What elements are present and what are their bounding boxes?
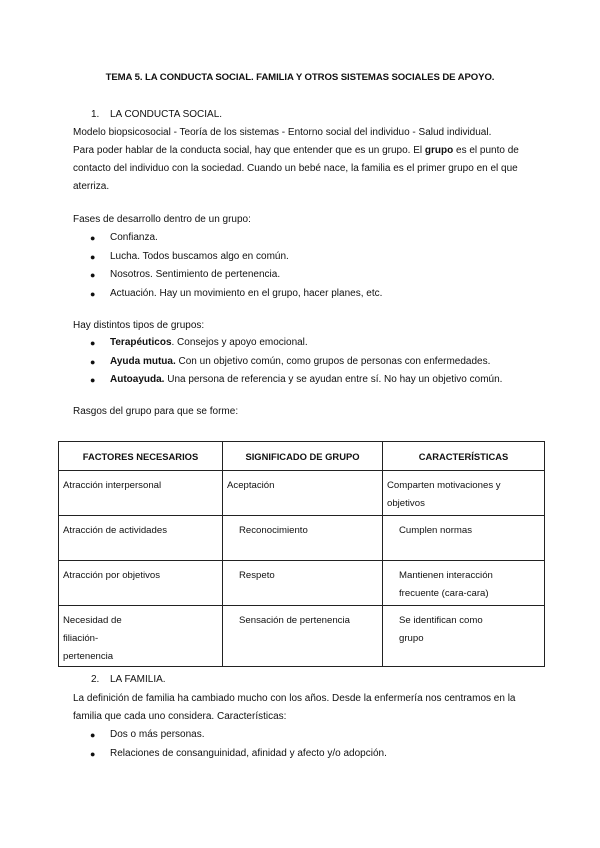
table-cell: Sensación de pertenencia [239, 615, 350, 626]
section1-number: 1. [91, 109, 100, 120]
table-cell: Atracción interpersonal [63, 480, 162, 491]
table-header: CARACTERÍSTICAS [383, 442, 545, 471]
list-item: ● Confianza. [0, 229, 382, 248]
bullet-icon: ● [90, 233, 96, 243]
family-list [0, 726, 387, 763]
section2-number: 2. [91, 674, 100, 685]
list-item: ● Autoayuda. Una persona de referencia y se ayudan entre sí. No hay un objetivo común. [0, 371, 502, 390]
para-line-3: aterriza. [73, 181, 110, 192]
table-cell: Aceptación [227, 480, 275, 491]
list-item: ● Dos o más personas. [0, 726, 387, 745]
bullet-icon: ● [90, 375, 96, 385]
table-cell: Atracción por objetivos [63, 570, 161, 581]
bullet-icon: ● [90, 748, 96, 759]
table-row [59, 471, 545, 516]
table-row [59, 561, 545, 606]
bullet-icon: ● [90, 356, 96, 367]
table-header: SIGNIFICADO DE GRUPO [223, 442, 383, 471]
phases-intro: Fases de desarrollo dentro de un grupo: [73, 214, 251, 225]
traits-intro: Rasgos del grupo para que se forme: [73, 406, 239, 417]
para-line-2: contacto del individuo con la sociedad. Cuando un bebé nace, la familia es el primer grupo en el que [73, 163, 518, 174]
group-traits-table [58, 441, 545, 667]
table-header-row [59, 442, 545, 471]
table-header: FACTORES NECESARIOS [59, 442, 223, 471]
bullet-icon: ● [90, 338, 96, 348]
list-item: ● Relaciones de consanguinidad, afinidad y afecto y/o adopción. [0, 745, 387, 764]
table-cell: Se identifican como grupo [399, 615, 483, 644]
grupo-bold: grupo [424, 145, 454, 156]
phases-list [0, 229, 382, 303]
table-row [59, 516, 545, 561]
list-item: ● Nosotros. Sentimiento de pertenencia. [0, 266, 382, 285]
list-item: ● Lucha. Todos buscamos algo en común. [0, 248, 382, 267]
section1-heading: LA CONDUCTA SOCIAL. [110, 109, 223, 120]
table-cell: Mantienen interacción frecuente (cara-cara) [399, 570, 493, 599]
table-cell: Atracción de actividades [63, 525, 167, 536]
section2-line-2: familia que cada uno considera. Características: [73, 711, 287, 722]
bullet-icon: ● [90, 730, 96, 740]
model-line: Modelo biopsicosocial - Teoría de los sistemas - Entorno social del individuo - Salud individual. [73, 127, 492, 138]
list-item: ● Ayuda mutua. Con un objetivo común, como grupos de personas con enfermedades. [0, 353, 502, 372]
table-cell: Respeto [239, 570, 275, 581]
section2-line-1: La definición de familia ha cambiado mucho con los años. Desde la enfermería nos centramos en la [73, 693, 516, 704]
section2-heading: LA FAMILIA. [110, 674, 166, 685]
table-cell: Comparten motivaciones y objetivos [387, 480, 501, 509]
page-title: TEMA 5. LA CONDUCTA SOCIAL. FAMILIA Y OTROS SISTEMAS SOCIALES DE APOYO. [105, 72, 495, 83]
table-cell: Cumplen normas [399, 525, 473, 536]
table-row [59, 606, 545, 667]
bullet-icon: ● [90, 251, 96, 262]
list-item: ● Actuación. Hay un movimiento en el grupo, hacer planes, etc. [0, 285, 382, 304]
types-list [0, 334, 502, 390]
bullet-icon: ● [90, 288, 96, 299]
table-cell: Reconocimiento [239, 525, 308, 536]
types-intro: Hay distintos tipos de grupos: [73, 320, 205, 331]
list-item: ● Terapéuticos. Consejos y apoyo emocional. [0, 334, 502, 353]
para-line-1: Para poder hablar de la conducta social, hay que entender que es un grupo. El grupo es el punto de [73, 145, 519, 156]
section1-body [73, 124, 528, 196]
section2-body [73, 690, 528, 726]
bullet-icon: ● [90, 270, 96, 280]
table-cell: Necesidad de filiación-pertenencia [63, 615, 122, 662]
